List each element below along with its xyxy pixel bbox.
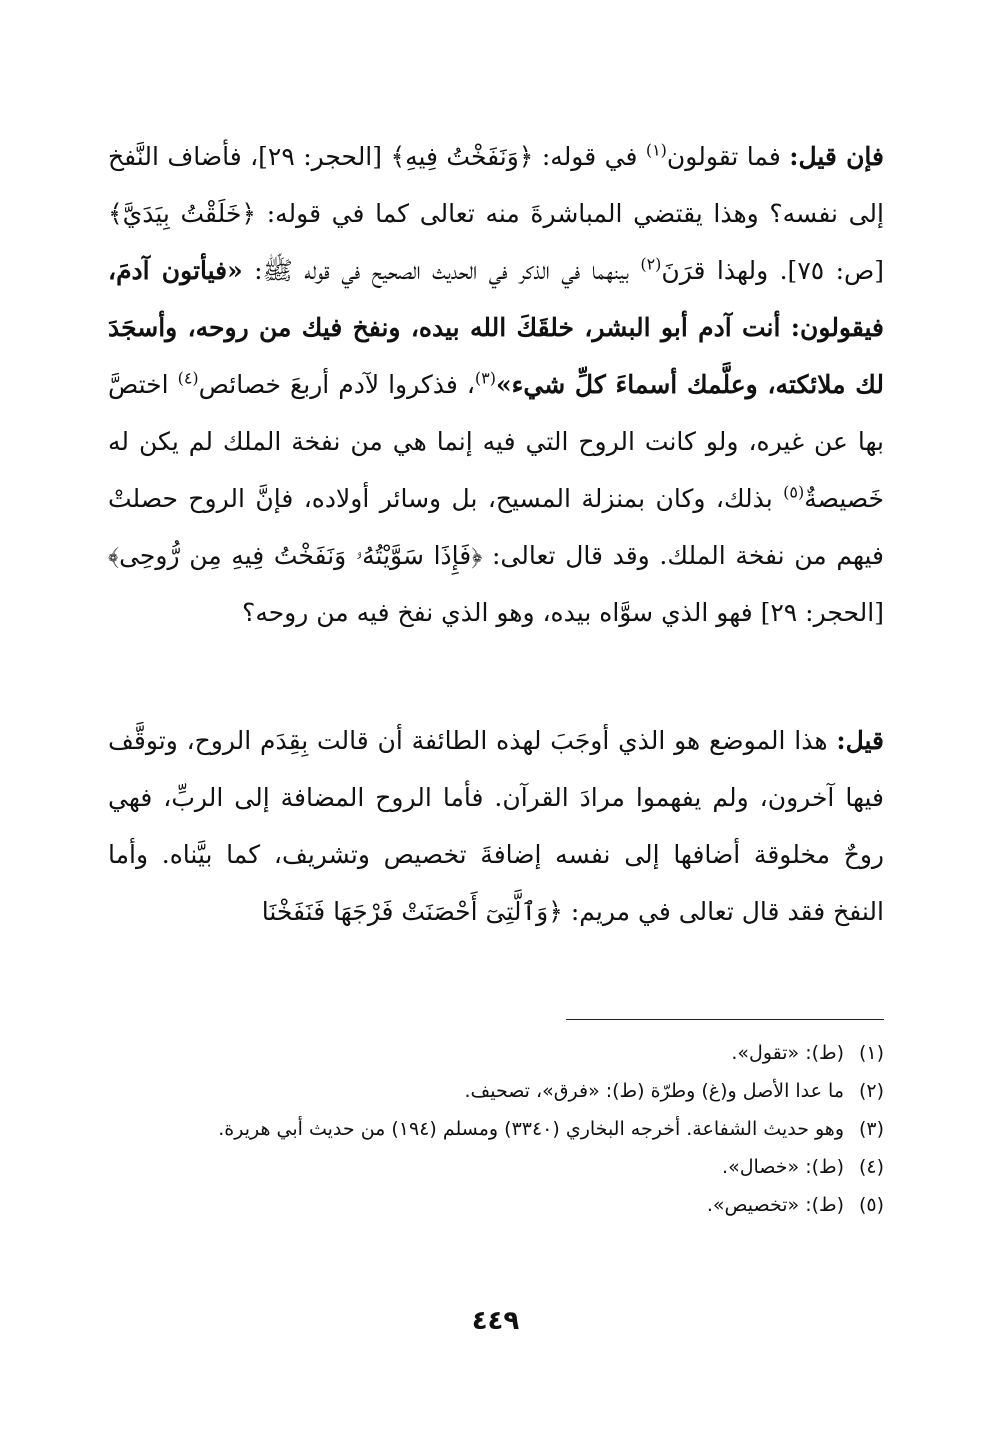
page-number: ٤٤٩ [471,1306,520,1336]
text-run: [الحجر: ٢٩] فهو الذي سوَّاه بيده، وهو الذي نفخ فيه من روحه؟ [242,598,884,627]
footnote-text: (ط): «تخصيص». [706,1194,844,1216]
footnote-text: (ط): «تقول». [731,1042,844,1064]
footnote-item [108,1188,884,1222]
footnote-number: (٢) [858,1080,884,1102]
footnote-ref-5: (٥) [783,482,805,502]
footnote-item [108,1150,884,1184]
answer-lead: قيل: [836,726,884,755]
hadith-quote: «فيأتون آدمَ، فيقولون: أنت آدم أبو البشر، خلقَكَ الله بيده، ونفخ فيك من روحه، وأسجَدَ لك ملائكته، وعلَّمك أسماءَ كلِّ شيء» [108,256,884,399]
text-run: هذا الموضع هو الذي أوجَبَ لهذه الطائفة أن قالت بِقِدَم الروح، وتوقَّف فيها آخرون، ولم يفهموا مرادَ القرآن. فأما الروح المضافة إلى الربِّ، فهي روحٌ مخلوقة أضافها إلى نفسه إضافةَ تخصيص وتشريف، كما بيَّناه. وأما النفخ فقد قال تعالى في مريم: [108,726,884,926]
text-run: اختصَّ بها عن غيره، ولو كانت الروح التي فيه إنما هي من نفخة الملك لم يكن له خَصيصةٌ [108,370,884,513]
text-run: [ص: ٧٥]. ولهذا قرَنَ [661,256,884,285]
text-run: في قوله: [533,142,646,171]
footnote-number: (٤) [858,1156,884,1178]
quran-quote: ﴿وَنَفَخْتُ فِيهِ﴾ [390,142,534,171]
footnote-number: (٣) [858,1118,884,1140]
footnotes-list [108,1036,884,1226]
body-paragraph-2 [108,712,884,940]
footnote-item [108,1112,884,1146]
footnote-text: وهو حديث الشفاعة. أخرجه البخاري (٣٣٤٠) ومسلم (١٩٤) من حديث أبي هريرة. [218,1118,844,1140]
footnote-ref-2: (٢) [640,254,662,274]
body-paragraph-1 [108,128,884,641]
text-run: فما تقولون [666,142,790,171]
footnote-number: (٥) [858,1194,884,1216]
quran-quote: ﴿فَإِذَا سَوَّيْتُهُۥ وَنَفَخْتُ فِيهِ مِن رُّوحِى﴾ [108,541,483,570]
objection-lead: فإن قيل: [789,142,884,171]
footnote-ref-3: (٣) [474,368,497,388]
footnote-item [108,1074,884,1108]
text-run: [الحجر: ٢٩]، فأضاف النَّفخ إلى نفسه؟ وهذا يقتضي المباشرةَ منه تعالى كما في قوله: [108,142,884,228]
footnote-text: (ط): «خصال». [722,1156,844,1178]
quran-quote: ﴿وَٱلَّتِىٓ أَحْصَنَتْ فَرْجَهَا فَنَفَخْنَا [261,897,563,926]
footnote-text: ما عدا الأصل و(غ) وطرّة (ط): «فرق»، تصحيف. [464,1080,844,1102]
quran-quote: ﴿خَلَقْتُ بِيَدَيَّ﴾ [108,199,257,228]
footnote-ref-4: (٤) [177,368,199,388]
text-run: ، فذكروا لآدم أربعَ خصائص [198,370,475,399]
text-run: بينهما في الذكر في الحديث الصحيح في قوله ﷺ: [242,256,641,285]
footnote-divider [566,1019,884,1020]
footnote-item [108,1036,884,1070]
text-run: بذلك، وكان بمنزلة المسيح، بل وسائر أولاده، فإنَّ الروح حصلتْ فيهم من نفخة الملك. وقد قال تعالى: [108,484,884,570]
footnote-number: (١) [858,1042,884,1064]
footnote-ref-1: (١) [645,140,667,160]
